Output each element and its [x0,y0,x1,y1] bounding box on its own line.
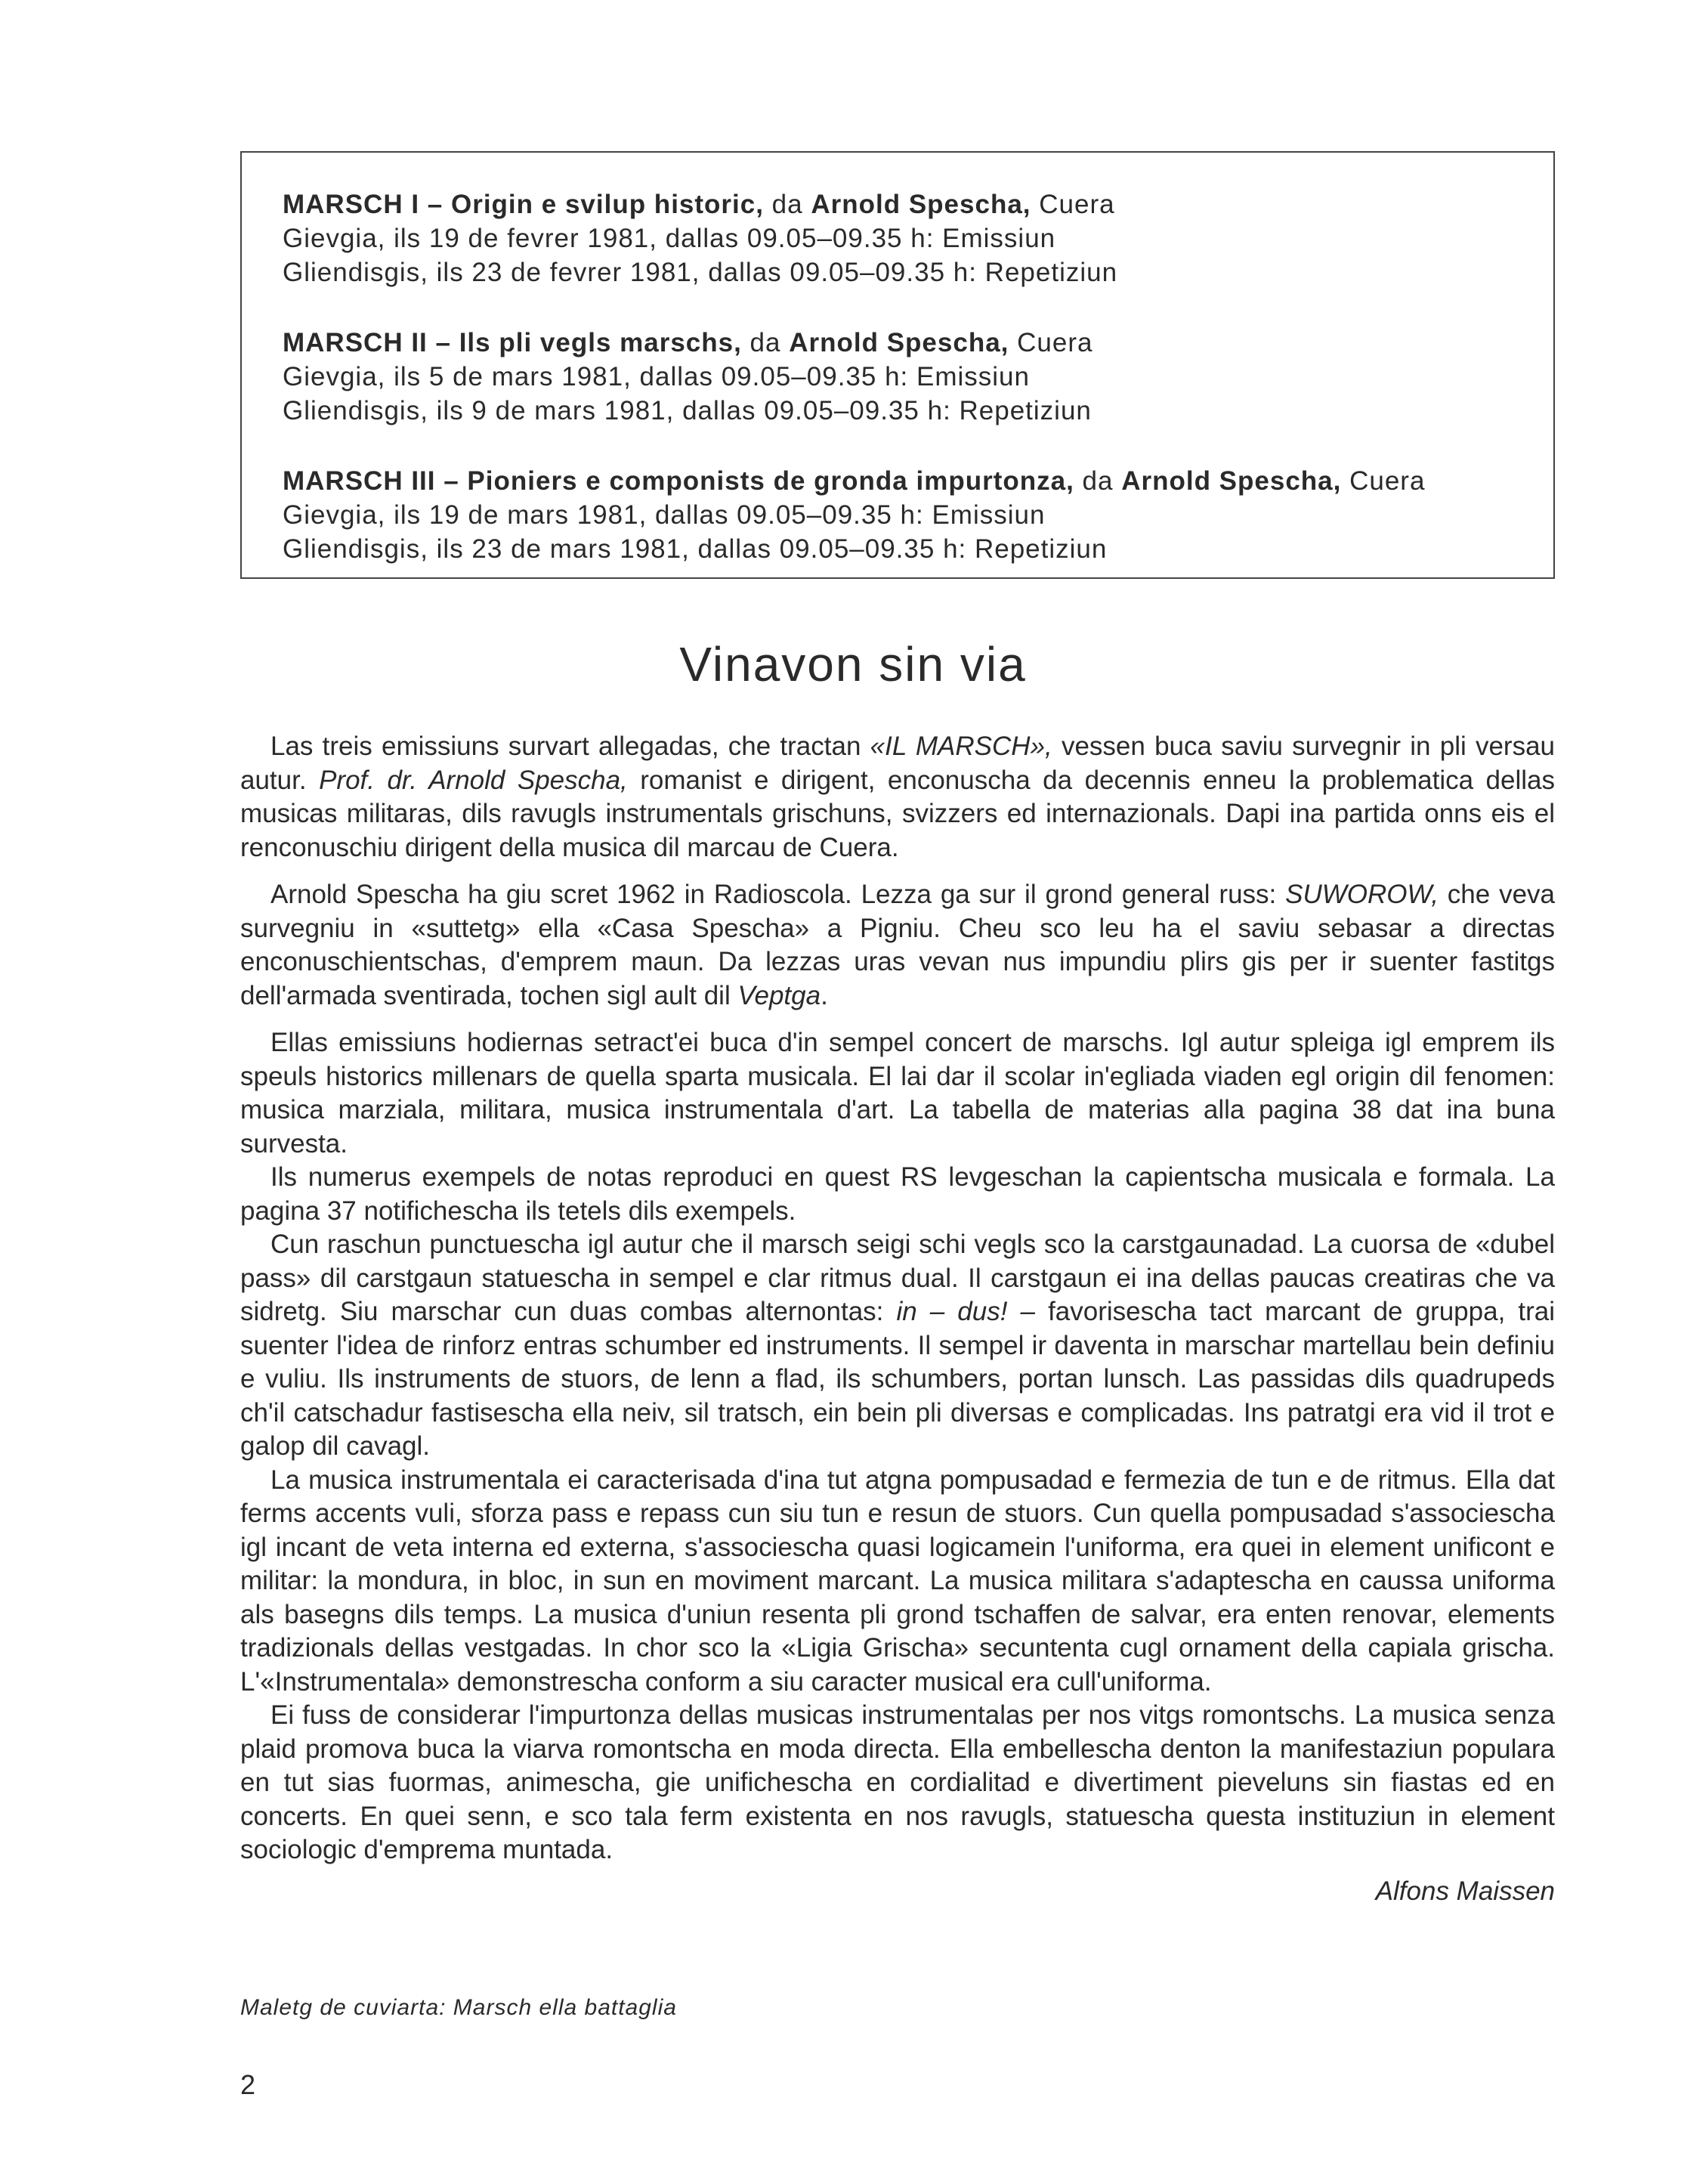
page-number: 2 [240,2069,256,2100]
schedule-heading: MARSCH I – Origin e svilup historic, da Arnold Spescha, Cuera [283,190,1115,219]
series-topic: Origin e svilup historic, [450,190,764,219]
schedule-block-marsch-2 [283,326,1553,428]
series-name: MARSCH I [283,190,420,219]
article-paragraph: La musica instrumentala ei caracterisada d'ina tut atgna pompusadad e fermezia de tun e de ritmus. Ella dat ferms accents vuli, sforza pass e repass cun siu tun e resun de stuors. Cun quella pompusadad s'associescha igl incant de veta interna ed externa, s'associescha quasi logicamein l'uniforma, era quei in element unificont e militar: la mondura, in bloc, in sun en moviment marcant. La musica militara s'adaptescha en caussa uniforma als basegns dils temps. La musica d'uniun resenta pli grond tschaffen de salvar, era enten renovar, elements tradizionals dellas vestgadas. In chor sco la «Ligia Grischa» secuntenta cugl ornament della capiala grischa. L'«Instrumentala» demonstrescha conform a siu caracter musical era cull'uniforma. [240,1465,1555,1697]
series-topic: Pioniers e componists de gronda impurtonza, [467,466,1074,496]
series-place: Cuera [1009,328,1093,357]
article-body [240,730,1555,1908]
schedule-heading: MARSCH III – Pioniers e componists de gronda impurtonza, da Arnold Spescha, Cuera [283,466,1426,496]
series-name: MARSCH II [283,328,428,357]
schedule-block-marsch-3 [283,464,1553,566]
article-paragraph: Ei fuss de considerar l'impurtonza dellas musicas instrumentalas per nos vitgs romontschs. La musica senza plaid promova buca la viarva romontscha en moda directa. Ella embellescha denton la manifestaziun populara en tut sias fuormas, animescha, gie unifichescha en cordialitad e divertiment pieveluns sin fiastas ed en concerts. En quei senn, e sco tala ferm existenta en nos ravugls, statuescha questa instituziun in element sociologic d'emprema muntada. [240,1700,1555,1864]
schedule-line: Gliendisgis, ils 9 de mars 1981, dallas 09.05–09.35 h: Repetiziun [283,396,1092,425]
series-author: Arnold Spescha, [789,328,1009,357]
cover-caption: Maletg de cuviarta: Marsch ella battaglia [240,1995,677,2020]
series-author: Arnold Spescha, [811,190,1031,219]
schedule-line: Gliendisgis, ils 23 de mars 1981, dallas 09.05–09.35 h: Repetiziun [283,534,1108,564]
article-title: Vinavon sin via [679,637,1027,691]
series-author: Arnold Spescha, [1121,466,1342,496]
article-paragraph: Las treis emissiuns survart allegadas, che tractan «IL MARSCH», vessen buca saviu survegnir in pli versau autur. Prof. dr. Arnold Spescha, romanist e dirigent, enconuscha da decennis enneu la problematica dellas musicas militaras, dils ravugls instrumentals grischuns, svizzers ed internazionals. Dapi ina partida onns eis el renconuschiu dirigent della musica dil marcau de Cuera. [240,732,1556,862]
schedule-line: Gievgia, ils 5 de mars 1981, dallas 09.05–09.35 h: Emissiun [283,362,1030,391]
schedule-line: Gievgia, ils 19 de mars 1981, dallas 09.05–09.35 h: Emissiun [283,500,1046,530]
schedule-block-marsch-1 [283,187,1553,289]
series-name: MARSCH III [283,466,436,496]
article-paragraph: Ils numerus exempels de notas reproduci en quest RS levgeschan la capientscha musicala e formala. La pagina 37 notifichescha ils tetels dils exempels. [240,1162,1555,1226]
article-paragraph: Ellas emissiuns hodiernas setract'ei buca d'in sempel concert de marschs. Igl autur spleiga igl emprem ils speuls historics millenars de quella sparta musicala. El lai dar il scolar in'egliada viaden egl origin dil fenomen: musica marziala, militara, musica instrumentala d'art. La tabella de materias alla pagina 38 dat ina buna survesta. [240,1028,1555,1159]
series-place: Cuera [1031,190,1115,219]
schedule-heading: MARSCH II – Ils pli vegls marschs, da Arnold Spescha, Cuera [283,328,1093,357]
schedule-line: Gievgia, ils 19 de fevrer 1981, dallas 09.05–09.35 h: Emissiun [283,224,1056,253]
schedule-line: Gliendisgis, ils 23 de fevrer 1981, dallas 09.05–09.35 h: Repetiziun [283,258,1118,287]
series-place: Cuera [1341,466,1426,496]
author-signature: Alfons Maissen [1375,1876,1555,1906]
series-topic: Ils pli vegls marschs, [459,328,742,357]
article-paragraph: Cun raschun punctuescha igl autur che il marsch seigi schi vegls sco la carstgaunadad. La cuorsa de «dubel pass» dil carstgaun statuescha in sempel e clar ritmus dual. Il carstgaun ei ina dellas paucas creatiras che va sidretg. Siu marschar cun duas combas alternontas: in – dus! – favorisescha tact marcant de gruppa, trai suenter l'idea de rinforz entras schumber ed instruments. Il sempel ir daventa in marschar martellau bein definiu e vuliu. Ils instruments de stuors, de lenn a flad, ils schumbers, portan lunsch. Las passidas dils quadrupeds ch'il catschadur fastisescha ella neiv, sil tratsch, ein bein pli diversas e complicadas. Ins patratgi era vid il trot e galop dil cavagl. [240,1230,1555,1461]
article-paragraph: Arnold Spescha ha giu scret 1962 in Radioscola. Lezza ga sur il grond general russ: SUWOROW, che veva survegniu in «suttetg» ella «Casa Spescha» a Pigniu. Cheu sco leu ha el saviu sebasar a directas enconuschientschas, d'emprem maun. Da lezzas uras vevan nus impundiu plirs gis per ir suenter fastitgs dell'armada sventirada, tochen sigl ault dil Veptga. [240,880,1555,1010]
broadcast-schedule-box [240,151,1555,579]
